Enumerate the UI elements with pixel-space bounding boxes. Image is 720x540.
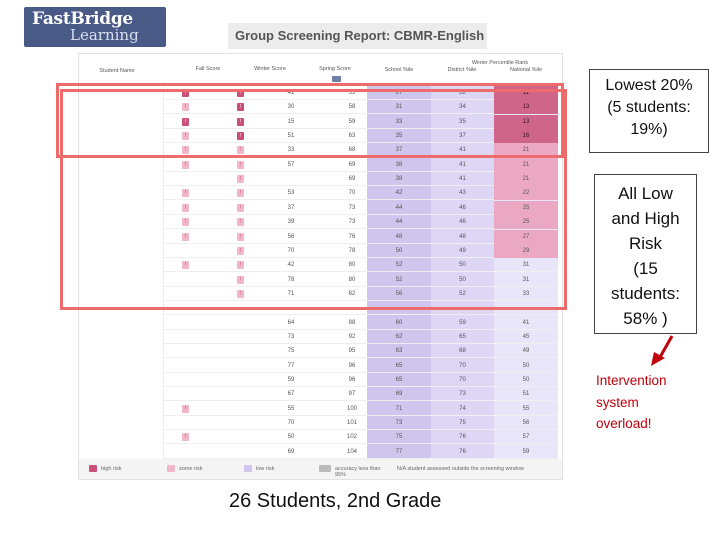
fall-risk-flag-icon: ! [182,433,189,441]
national-percentile-cell: 49 [522,348,530,355]
fall-score-cell: 73 [287,333,295,340]
sort-indicator-icon[interactable] [332,76,341,82]
winter-score-cell: 102 [346,434,357,441]
district-percentile-cell: 65 [459,333,466,340]
district-percentile-cell: 50 [459,262,466,269]
school-percentile-cell: 62 [395,333,403,340]
district-percentile-cell: 75 [459,420,466,427]
winter-score-cell: 69 [348,176,356,183]
intervention-line-3: overload! [596,416,652,431]
winter-score-cell: 96 [348,362,356,369]
fall-score-cell: 53 [287,190,295,197]
header-national-percentile: National %ile [509,67,543,73]
fall-score-cell: 69 [287,448,295,455]
national-percentile-cell: 21 [494,158,558,172]
table-row[interactable] [164,445,558,459]
district-percentile-cell: 41 [459,147,466,154]
legend-high-risk: high risk [101,466,122,472]
slide-caption: 26 Students, 2nd Grade [229,490,442,512]
school-percentile-cell: 44 [395,219,403,226]
logo-line-1: FastBridge [32,9,133,29]
national-percentile-cell: 59 [522,448,530,455]
winter-risk-flag-icon: ! [237,118,244,126]
fall-score-cell: 67 [287,391,295,398]
report-title-bar [228,23,487,49]
legend-some-risk: some risk [179,466,203,472]
national-percentile-cell: 45 [522,333,530,340]
fall-score-cell: 15 [287,118,295,125]
winter-score-cell: 69 [348,161,356,168]
red-arrow-icon [648,334,678,368]
national-percentile-cell: 29 [494,244,558,258]
school-percentile-cell: 60 [395,319,403,326]
district-percentile-cell: 74 [459,405,466,412]
national-percentile-cell: 21 [494,172,558,186]
winter-score-cell: 59 [348,118,356,125]
school-percentile-cell: 37 [395,147,403,154]
lowest-callout-line-3: 19%) [630,121,668,138]
all-callout-line-2: and High [611,209,680,228]
fall-score-cell: 70 [287,247,295,254]
table-row[interactable] [164,402,558,416]
school-percentile-cell: 77 [395,448,403,455]
fall-risk-flag-icon: ! [182,189,189,197]
low-risk-swatch [244,465,252,472]
national-percentile-cell: 16 [494,129,558,143]
fall-score-cell: 56 [287,233,295,240]
district-percentile-cell: 37 [459,133,466,140]
winter-risk-flag-icon: ! [237,218,244,226]
high-risk-swatch [89,465,97,472]
fall-score-cell: 50 [287,434,295,441]
national-percentile-cell: 25 [494,215,558,229]
district-percentile-cell: 48 [459,233,466,240]
fall-risk-flag-icon: ! [182,233,189,241]
national-percentile-cell: 27 [494,230,558,244]
district-percentile-cell: 46 [459,219,466,226]
fall-score-cell: 64 [287,319,295,326]
winter-score-cell: 58 [348,104,356,111]
school-percentile-cell: 42 [395,190,403,197]
fall-risk-flag-icon: ! [182,118,189,126]
fall-score-cell: 77 [287,362,295,369]
winter-risk-flag-icon: ! [237,261,244,269]
school-percentile-cell: 56 [395,290,403,297]
table-row[interactable] [164,330,558,344]
school-percentile-cell: 65 [395,377,403,383]
fall-risk-flag-icon: ! [182,218,189,226]
national-percentile-cell: 25 [494,201,558,215]
winter-score-cell: 73 [348,219,356,226]
all-callout-line-1: All Low [618,184,673,203]
winter-score-cell: 80 [348,262,356,269]
school-percentile-cell: 52 [395,262,403,269]
district-percentile-cell: 70 [459,377,466,383]
header-percentile-group: Winter Percentile Rank [471,60,529,66]
school-percentile-cell: 69 [395,391,403,398]
district-percentile-cell: 32 [459,90,466,96]
school-percentile-cell: 65 [395,362,403,369]
risk-legend [79,459,563,479]
intervention-line-1: Intervention [596,373,667,388]
fall-risk-flag-icon: ! [182,405,189,413]
fall-score-cell: 51 [287,133,295,140]
header-winter-score: Winter Score [254,66,286,72]
winter-score-cell: 104 [346,448,357,455]
national-percentile-cell: 56 [522,420,530,427]
winter-risk-flag-icon: ! [237,233,244,241]
all-callout-line-3: Risk [628,234,663,253]
table-row[interactable] [164,316,558,330]
district-percentile-cell: 49 [459,247,466,254]
national-percentile-cell: 41 [522,319,530,326]
fall-risk-flag-icon: ! [182,89,189,97]
legend-low-risk: low risk [256,466,275,472]
district-percentile-cell: 50 [459,276,466,283]
winter-score-cell: 88 [348,319,356,326]
winter-score-cell: 70 [348,190,356,197]
legend-na: N/A student assessed outside the screening window [397,466,524,472]
table-row[interactable] [164,387,558,401]
national-percentile-cell: 57 [522,434,530,441]
fall-score-cell: 42 [287,262,295,269]
table-row[interactable] [164,373,558,387]
some-risk-swatch [167,465,175,472]
table-row[interactable] [164,359,558,373]
national-percentile-cell: 22 [494,186,558,200]
school-percentile-cell: 33 [395,118,403,125]
all-callout-line-5: students: [611,284,680,303]
fall-score-cell: 70 [287,420,295,427]
winter-score-cell: 95 [348,348,356,355]
fall-score-cell: 57 [287,161,295,168]
national-percentile-cell: 55 [522,405,530,412]
school-percentile-cell: 50 [395,247,403,254]
fall-score-cell: 59 [287,377,295,383]
school-percentile-cell: 38 [395,176,403,183]
logo-line-2: Learning [70,26,139,44]
report-title: Group Screening Report: CBMR-English [235,28,485,43]
national-percentile-cell: 11 [494,86,558,100]
winter-score-cell: 96 [348,377,356,383]
winter-score-cell: 82 [348,290,356,297]
fastbridge-logo [24,7,166,47]
fall-risk-flag-icon: ! [182,204,189,212]
school-percentile-cell: 75 [395,434,403,441]
winter-risk-flag-icon: ! [237,247,244,255]
school-percentile-cell: 63 [395,348,403,355]
school-percentile-cell: 44 [395,204,403,211]
fall-score-cell: 39 [287,219,295,226]
fall-score-cell: 71 [287,290,295,297]
fall-risk-flag-icon: ! [182,146,189,154]
header-student-name: Student Name [99,68,135,74]
district-percentile-cell: 76 [459,448,466,455]
winter-score-cell: 101 [346,420,357,427]
all-risk-callout [594,174,697,334]
fall-risk-flag-icon: ! [182,103,189,111]
winter-score-cell: 76 [348,233,356,240]
district-percentile-cell: 59 [459,319,466,326]
fall-score-cell: 30 [287,104,295,111]
district-percentile-cell: 35 [459,118,466,125]
lowest-20-callout [589,69,709,153]
winter-risk-flag-icon: ! [237,290,244,298]
district-percentile-cell: 52 [459,290,466,297]
winter-score-cell: 73 [348,204,356,211]
fall-risk-flag-icon: ! [182,132,189,140]
school-percentile-cell: 71 [395,405,403,412]
fall-score-cell: 78 [287,276,295,283]
school-percentile-cell: 52 [395,276,403,283]
national-percentile-cell: 31 [522,262,530,269]
table-row[interactable] [164,430,558,444]
winter-score-cell: 92 [348,333,356,340]
district-percentile-cell: 46 [459,204,466,211]
national-percentile-cell: 33 [522,290,530,297]
header-school-percentile: School %ile [384,67,414,73]
winter-risk-flag-icon: ! [237,146,244,154]
school-percentile-cell: 73 [395,420,403,427]
district-percentile-cell: 68 [459,348,466,355]
accuracy-swatch [319,465,331,472]
fall-score-cell: 75 [287,348,295,355]
winter-risk-flag-icon: ! [237,189,244,197]
national-percentile-cell: 21 [494,143,558,157]
national-percentile-cell: 50 [522,362,530,369]
winter-score-cell: 55 [348,90,356,96]
school-percentile-cell: 27 [395,90,403,96]
winter-risk-flag-icon: ! [237,276,244,284]
intervention-line-2: system [596,394,639,410]
winter-score-cell: 97 [348,391,356,398]
school-percentile-cell: 38 [395,161,403,168]
lowest-callout-line-2: (5 students: [607,99,691,116]
national-percentile-cell: 13 [494,115,558,129]
header-fall-score: Fall Score [195,66,221,72]
district-percentile-cell: 76 [459,434,466,441]
winter-risk-flag-icon: ! [237,132,244,140]
intervention-overload-note [596,370,706,435]
all-callout-line-4: (15 [633,259,658,278]
winter-risk-flag-icon: ! [237,175,244,183]
district-percentile-cell: 43 [459,190,466,197]
winter-score-cell: 68 [348,147,356,154]
winter-risk-flag-icon: ! [237,103,244,111]
winter-risk-flag-icon: ! [237,161,244,169]
header-district-percentile: District %ile [447,67,477,73]
fall-score-cell: 33 [287,147,295,154]
national-percentile-cell: 50 [522,377,530,383]
winter-score-cell: 100 [346,405,357,412]
district-percentile-cell: 34 [459,104,466,111]
table-row[interactable] [164,344,558,358]
national-percentile-cell: 31 [522,276,530,283]
winter-risk-flag-icon: ! [237,89,244,97]
school-percentile-cell: 31 [395,104,403,111]
fall-score-cell: 37 [287,204,295,211]
all-risk-box [60,89,567,310]
district-percentile-cell: 73 [459,391,466,398]
school-percentile-cell: 35 [395,133,403,140]
district-percentile-cell: 70 [459,362,466,369]
district-percentile-cell: 41 [459,176,466,183]
school-percentile-cell: 48 [395,233,403,240]
all-callout-line-6: 58% ) [623,309,668,328]
winter-score-cell: 63 [348,133,356,140]
fall-score-cell: 41 [287,90,295,96]
national-percentile-cell: 51 [522,391,530,398]
fall-score-cell: 55 [287,405,295,412]
lowest-callout-line-1: Lowest 20% [605,77,693,94]
winter-score-cell: 78 [348,247,356,254]
fall-risk-flag-icon: ! [182,161,189,169]
legend-accuracy: accuracy less than 95% [335,466,381,478]
header-spring-score: Spring Score [319,66,351,72]
national-percentile-cell: 13 [494,100,558,114]
table-row[interactable] [164,416,558,430]
winter-score-cell: 80 [348,276,356,283]
winter-risk-flag-icon: ! [237,204,244,212]
district-percentile-cell: 41 [459,161,466,168]
fall-risk-flag-icon: ! [182,261,189,269]
